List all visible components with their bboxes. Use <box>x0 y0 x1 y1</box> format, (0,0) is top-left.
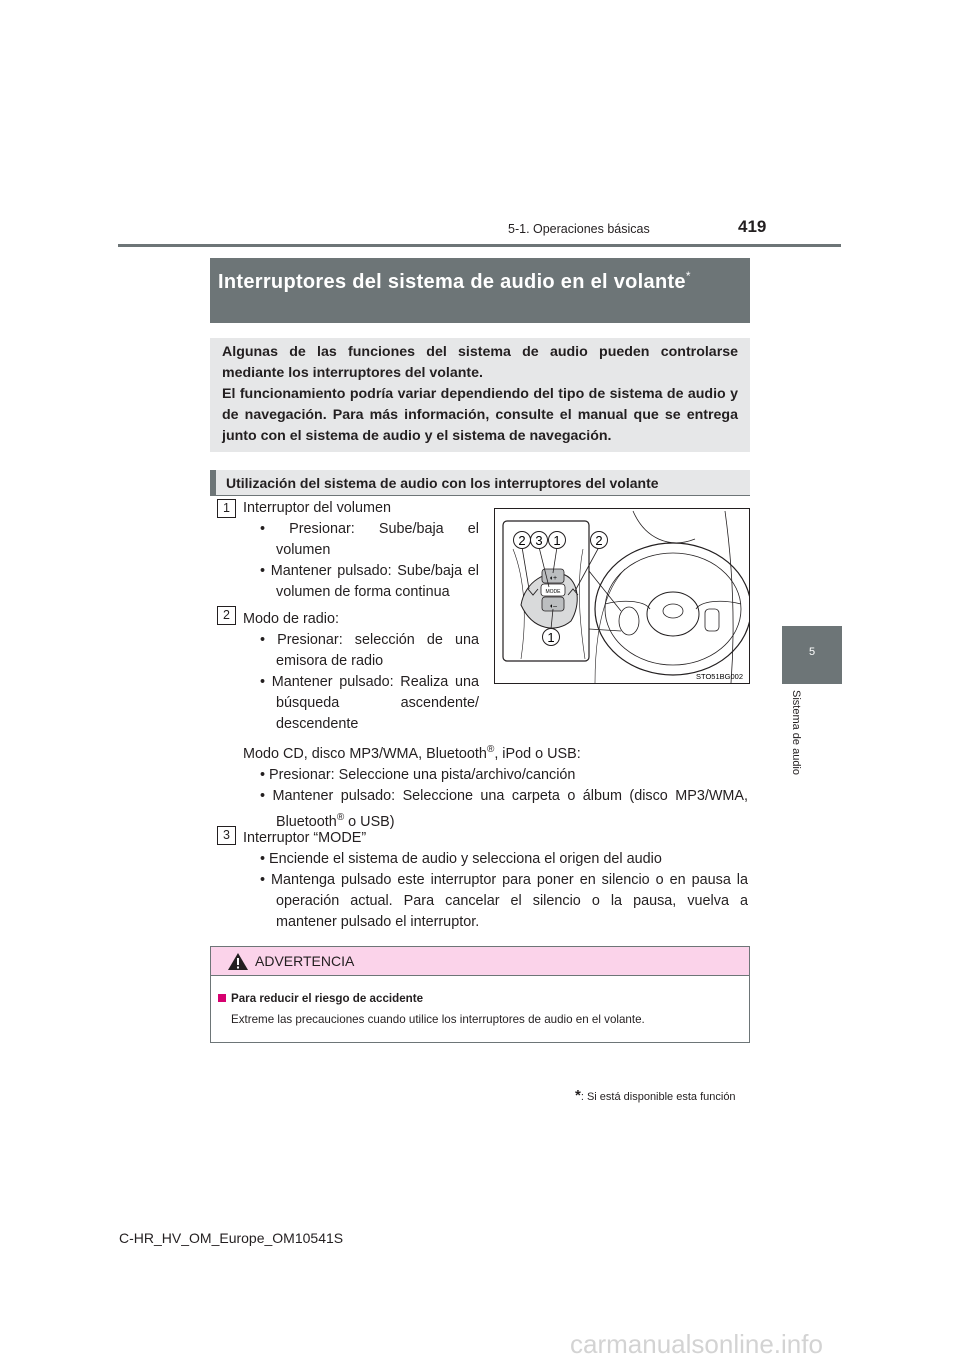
item-mode-b2c: mantener pulsado el interruptor. <box>276 914 480 930</box>
item-badge-3: 3 <box>217 826 236 845</box>
section-title <box>210 258 750 323</box>
item-volume <box>243 498 479 603</box>
item-radio-title: Modo de radio: <box>243 611 339 627</box>
item-volume-b2b: volumen de forma continua <box>276 584 450 600</box>
footnote-text: : Si está disponible esta función <box>580 1091 736 1103</box>
section-title-text: Interruptores del sistema de audio en el volante <box>218 271 686 293</box>
item-radio-b2b: búsqueda ascendente/ <box>276 695 479 711</box>
item-mode-title: Interruptor “MODE” <box>243 830 367 846</box>
item-volume-b2a: • Mantener pulsado: Sube/baja el <box>260 563 479 579</box>
wheel-rim <box>595 543 749 675</box>
callout-label: 2 <box>518 533 526 548</box>
intro-line-2: El funcionamiento podría variar dependiendo del tipo de sistema de audio y de navegación. Para más información, consulte el manual que se entrega junto con el sistema de audio y el sistema de navegación. <box>222 386 738 444</box>
square-bullet-icon <box>218 994 226 1002</box>
running-head: 5-1. Operaciones básicas <box>508 222 650 236</box>
item-volume-title: Interruptor del volumen <box>243 500 391 516</box>
warning-title: ADVERTENCIA <box>255 953 355 969</box>
svg-text:◖+: ◖+ <box>548 575 558 582</box>
asterisk-icon: * <box>685 269 691 283</box>
item-cd-title: Modo CD, disco MP3/WMA, Bluetooth®, iPod o USB: <box>243 744 581 762</box>
figure-code: STO51BG002 <box>696 672 743 681</box>
asterisk-icon: * <box>575 1087 581 1104</box>
item-mode <box>243 828 748 933</box>
svg-text:◖–: ◖– <box>548 603 558 610</box>
item-mode-b2b: operación actual. Para cancelar el silencio o la pausa, vuelva a <box>276 893 748 909</box>
item-radio-b2c: descendente <box>276 716 359 732</box>
item-cd-mode <box>243 739 748 833</box>
item-cd-b2a: • Mantener pulsado: Seleccione una carpeta o álbum (disco MP3/WMA, <box>260 787 748 804</box>
watermark: carmanualsonline.info <box>570 1329 823 1358</box>
warning-body <box>211 976 749 1030</box>
callout-label: 1 <box>547 630 555 645</box>
intro-box <box>210 338 750 452</box>
item-radio-b2a: • Mantener pulsado: Realiza una <box>260 674 479 690</box>
item-mode-b2a: • Mantenga pulsado este interruptor para poner en silencio o en pausa la <box>260 872 748 888</box>
warning-text: Extreme las precauciones cuando utilice los interruptores de audio en el volante. <box>231 1013 645 1026</box>
item-volume-b1b: volumen <box>276 542 331 558</box>
item-badge-2: 2 <box>217 606 236 625</box>
steering-wheel-figure <box>494 508 750 684</box>
item-badge-1: 1 <box>217 499 236 518</box>
chapter-title: Sistema de audio <box>790 690 802 775</box>
chapter-title-vertical <box>768 690 828 800</box>
item-radio <box>243 609 479 735</box>
mode-key-label: MODE <box>545 589 561 595</box>
item-cd-b2b: Bluetooth® o USB) <box>276 811 395 830</box>
intro-line-1: Algunas de las funciones del sistema de audio pueden controlarse mediante los interruptores del volante. <box>222 344 738 381</box>
chapter-tab[interactable] <box>782 626 842 684</box>
header-rule <box>118 244 841 247</box>
footnote <box>575 1087 736 1104</box>
item-mode-b1: • Enciende el sistema de audio y selecciona el origen del audio <box>260 851 662 867</box>
warning-box <box>210 946 750 1043</box>
warning-triangle-icon <box>227 952 249 971</box>
chapter-number: 5 <box>808 646 816 658</box>
item-cd-b1: • Presionar: Seleccione una pista/archivo/canción <box>260 766 576 783</box>
document-code: C-HR_HV_OM_Europe_OM10541S <box>119 1230 344 1246</box>
item-volume-b1a: • Presionar: Sube/baja el <box>260 521 479 537</box>
sub-heading: Utilización del sistema de audio con los interruptores del volante <box>210 470 750 496</box>
callout-label: 2 <box>595 533 603 548</box>
item-radio-b1a: • Presionar: selección de una <box>260 632 479 648</box>
callout-label: 1 <box>553 533 561 548</box>
warning-subtitle: Para reducir el riesgo de accidente <box>231 992 424 1005</box>
callout-label: 3 <box>535 533 543 548</box>
item-radio-b1b: emisora de radio <box>276 653 384 669</box>
warning-header <box>211 947 749 976</box>
page-number: 419 <box>738 217 767 236</box>
steering-wheel-illustration <box>495 509 749 683</box>
